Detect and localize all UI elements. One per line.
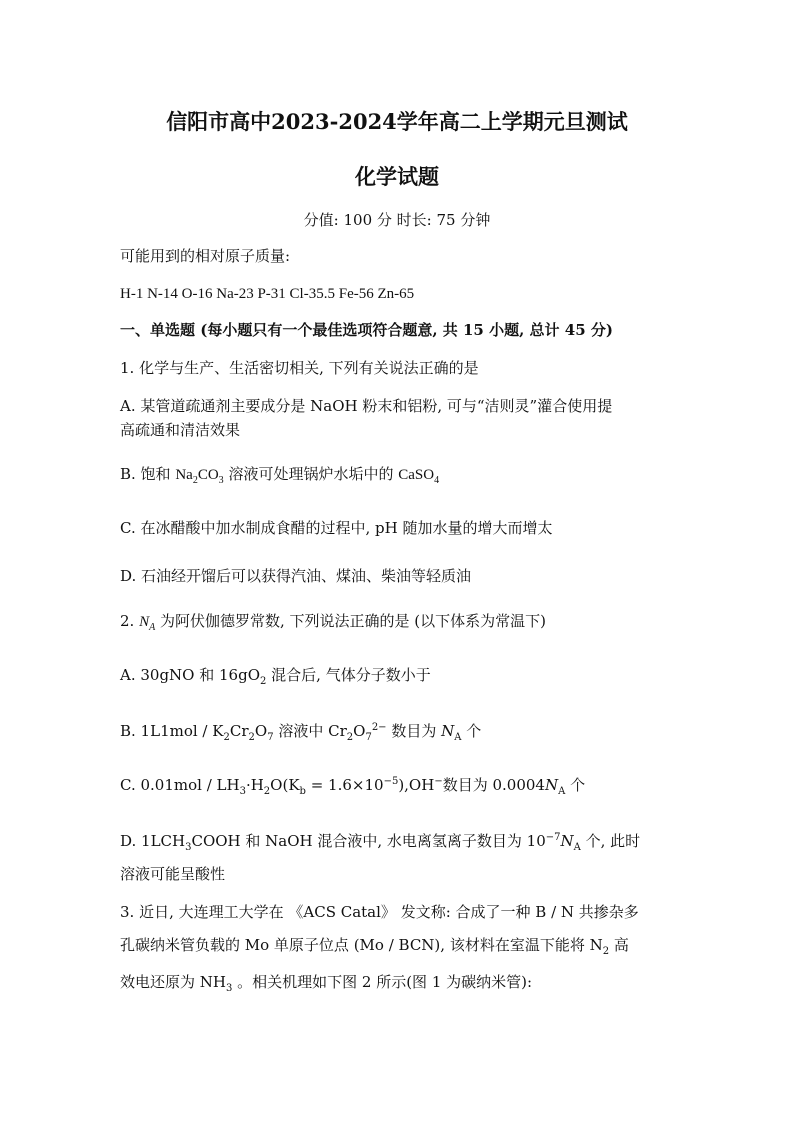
na2co3-formula: $Na_2CO_3$ [175,467,224,486]
q1-option-c: C. 在冰醋酸中加水制成食醋的过程中, pH 随加水量的增大而增太 [120,519,553,537]
score-time: 分值: 100 分 时长: 75 分钟 [303,211,491,229]
q3-line-3: 效电还原为 $NH_3$ 。相关机理如下图 2 所示(图 1 为碳纳米管): [120,973,533,994]
section-heading: 一、单选题 (每小题只有一个最佳选项符合题意, 共 15 小题, 总计 45 分) [120,321,613,339]
q1-stem: 1. 化学与生产、生活密切相关, 下列有关说法正确的是 [120,359,479,377]
q1-option-a: A. 某管道疏通剂主要成分是 NaOH 粉末和铝粉, 可与“洁则灵”灌合使用提 [120,397,613,415]
caso4-formula: CaSO$_4$ [398,467,440,486]
q2-option-c: C. $0.01mol / LH_3\cdot H_2O(K_b = 1.6\times 10^{-5}),OH^-$数目为 $0.0004N_A$ 个 [120,776,586,797]
atomic-mass-values: H-1 N-14 O-16 Na-23 P-31 Cl-35.5 Fe-56 Zn-65 [120,286,415,302]
q2-stem: 2. $N_A$ 为阿伏伽德罗常数, 下列说法正确的是 (以下体系为常温下) [120,612,546,633]
q3-line-1: 3. 近日, 大连理工大学在 《ACS Catal》 发文称: 合成了一种 B / N 共掺杂多 [120,903,639,921]
q2-option-d-cont: 溶液可能呈酸性 [120,865,226,883]
q2-option-b: B. $1L1mol / K_2Cr_2O_7$ 溶液中 $Cr_2O_7^{2-}$ 数目为 $N_A$ 个 [120,722,482,743]
exam-subtitle: 化学试题 [355,164,439,189]
exam-title: 信阳市高中2023-2024学年高二上学期元旦测试 [166,109,628,134]
q3-line-2: 孔碳纳米管负载的 Mo 单原子位点 (Mo / BCN), 该材料在室温下能将 $N_2$ 高 [120,936,629,957]
avogadro-symbol: $N_A$ [139,614,156,633]
q2-option-d: D. $1LCH_3COOH$ 和 NaOH 混合液中, 水电离氢离子数目为 $10^{-7}N_A$ 个, 此时 [120,832,641,853]
q2-option-a: A. 30gNO 和 $16gO_2$ 混合后, 气体分子数小于 [120,666,431,687]
q1-option-b: B. 饱和 $Na_2CO_3$ 溶液可处理锅炉水垢中的 CaSO$_4$ [120,465,440,486]
q1-option-d: D. 石油经开馏后可以获得汽油、煤油、柴油等轻质油 [120,567,472,585]
q1-option-a-cont: 高疏通和清洁效果 [120,421,241,439]
atomic-mass-label: 可能用到的相对原子质量: [120,247,291,265]
